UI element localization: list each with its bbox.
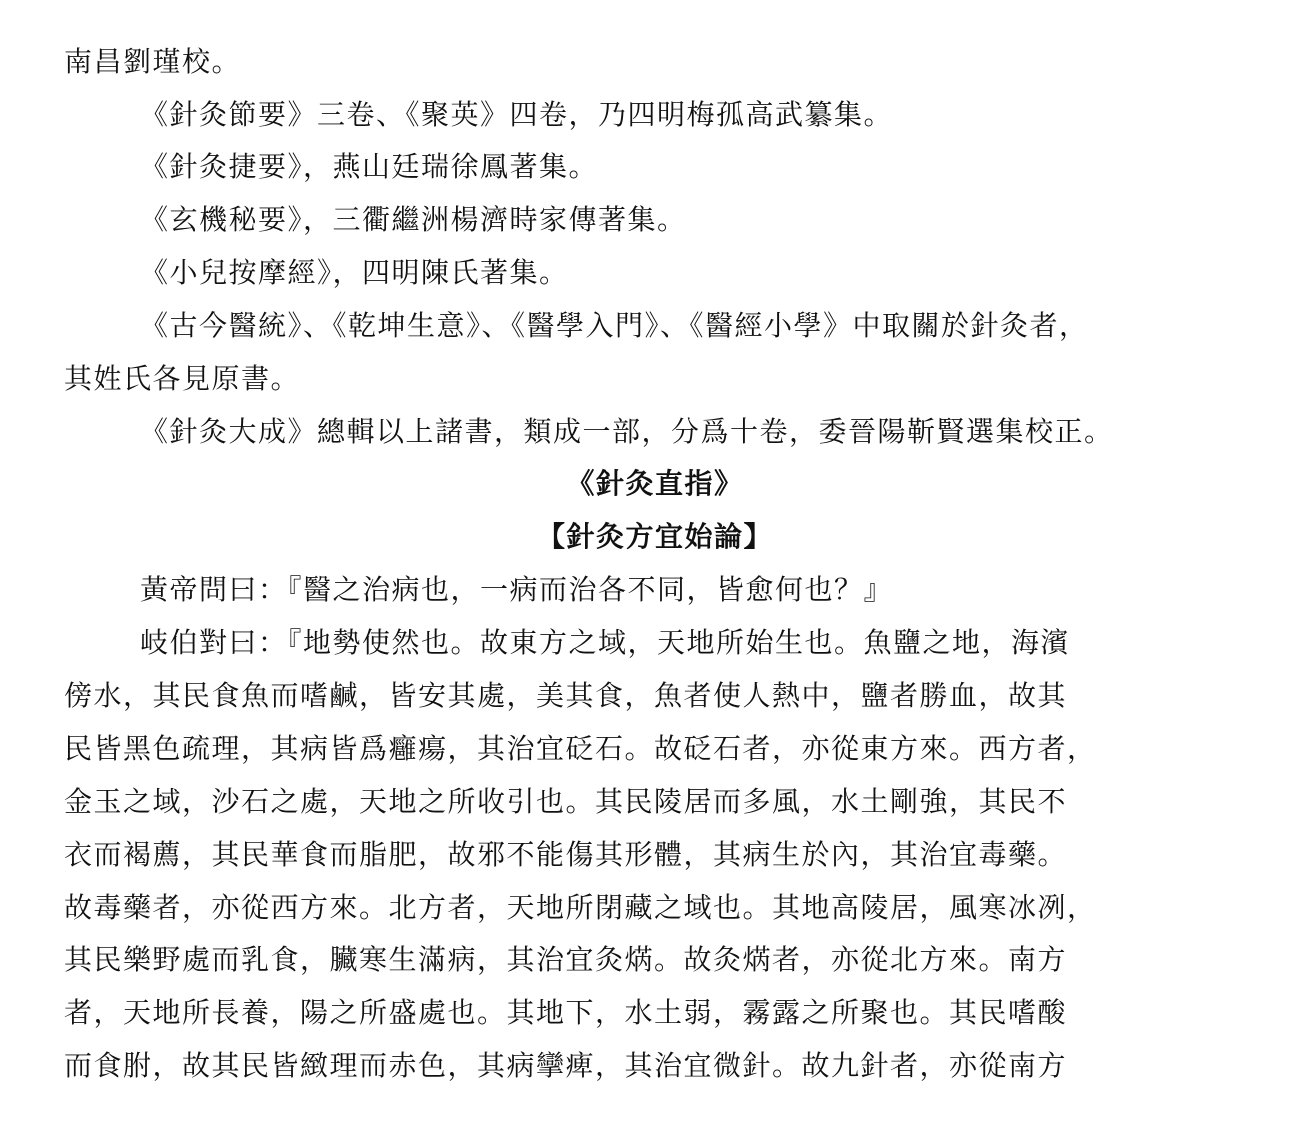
text-line-paragraph: 《針灸捷要》，燕山廷瑞徐鳳著集。: [140, 150, 599, 183]
text-line-continuation: 而食胕，故其民皆緻理而赤色，其病攣痺，其治宜微針。故九針者，亦從南方: [64, 1049, 1068, 1082]
text-line-paragraph: 《小兒按摩經》，四明陳氏著集。: [140, 256, 569, 289]
text-line-continuation: 南昌劉瑾校。: [64, 45, 242, 78]
text-line-continuation: 故毒藥者，亦從西方來。北方者，天地所閉藏之域也。其地高陵居，風寒冰冽，: [64, 891, 1097, 924]
text-line-paragraph: 黃帝問曰：『醫之治病也，一病而治各不同，皆愈何也？』: [140, 573, 894, 606]
text-line-paragraph: 《玄機秘要》，三衢繼洲楊濟時家傳著集。: [140, 203, 687, 236]
text-line-paragraph: 岐伯對曰：『地勢使然也。故東方之域，天地所始生也。魚鹽之地，海濱: [140, 626, 1071, 659]
text-line-continuation: 金玉之域，沙石之處，天地之所收引也。其民陵居而多風，水土剛強，其民不: [64, 785, 1068, 818]
text-line-paragraph: 《古今醫統》、《乾坤生意》、《醫學入門》、《醫經小學》中取關於針灸者，: [140, 309, 1089, 342]
text-line-continuation: 傍水，其民食魚而嗜鹹，皆安其處，美其食，魚者使人熱中，鹽者勝血，故其: [64, 679, 1068, 712]
text-line-paragraph: 《針灸節要》三卷、《聚英》四卷，乃四明梅孤高武纂集。: [140, 98, 894, 131]
text-line-paragraph: 《針灸大成》總輯以上諸書，類成一部，分爲十卷，委晉陽靳賢選集校正。: [140, 415, 1114, 448]
text-line-continuation: 衣而褐薦，其民華食而脂肥，故邪不能傷其形體，其病生於內，其治宜毒藥。: [64, 838, 1068, 871]
section-title: 《針灸直指》: [566, 467, 744, 500]
text-line-continuation: 其民樂野處而乳食，臟寒生滿病，其治宜灸焫。故灸焫者，亦從北方來。南方: [64, 943, 1068, 976]
text-line-continuation: 民皆黑色疏理，其病皆爲癰瘍，其治宜砭石。故砭石者，亦從東方來。西方者，: [64, 732, 1097, 765]
text-line-continuation: 者，天地所長養，陽之所盛處也。其地下，水土弱，霧露之所聚也。其民嗜酸: [64, 996, 1068, 1029]
text-line-continuation: 其姓氏各見原書。: [64, 362, 301, 395]
section-subtitle: 【針灸方宜始論】: [536, 520, 773, 553]
